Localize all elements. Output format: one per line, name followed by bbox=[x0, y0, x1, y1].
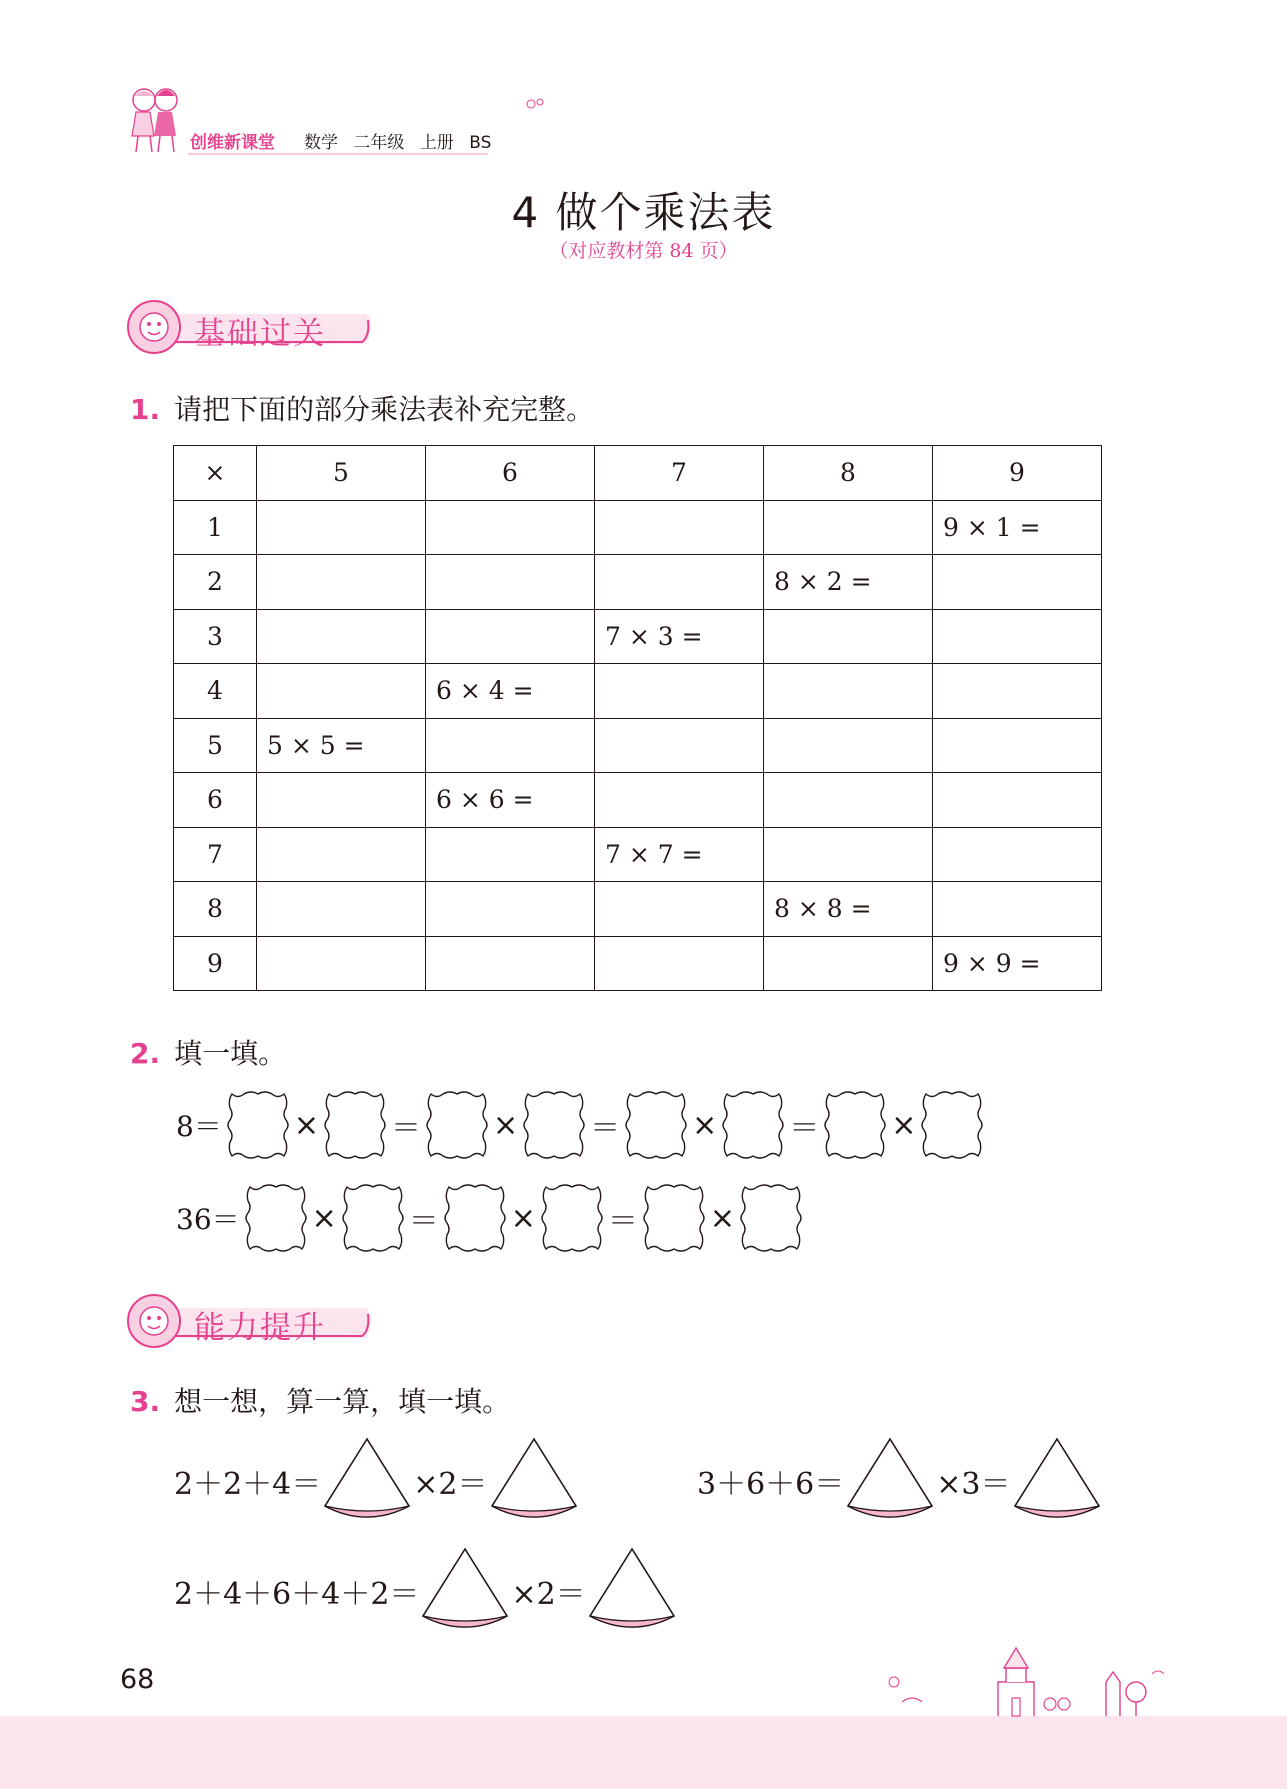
column-header: 7 bbox=[595, 446, 764, 501]
row-label: 6 bbox=[174, 773, 257, 828]
book-info bbox=[304, 128, 501, 153]
question-3 bbox=[130, 1380, 510, 1420]
equation-3 bbox=[174, 1546, 678, 1636]
table-cell[interactable] bbox=[764, 664, 933, 719]
table-row bbox=[174, 500, 1102, 555]
table-cell[interactable] bbox=[595, 773, 764, 828]
table-cell[interactable] bbox=[933, 664, 1102, 719]
row-label: 9 bbox=[174, 936, 257, 991]
brand-name: 创维新课堂 bbox=[190, 133, 275, 153]
table-cell[interactable] bbox=[595, 500, 764, 555]
table-cell[interactable] bbox=[764, 773, 933, 828]
answer-box[interactable] bbox=[640, 1183, 708, 1253]
table-cell[interactable] bbox=[933, 773, 1102, 828]
table-row bbox=[174, 936, 1102, 991]
table-cell[interactable] bbox=[426, 882, 595, 937]
table-row bbox=[174, 555, 1102, 610]
table-cell[interactable] bbox=[426, 936, 595, 991]
equals-sign: ＝ bbox=[789, 1111, 820, 1146]
times-sign: × bbox=[891, 1107, 917, 1143]
answer-box[interactable] bbox=[423, 1090, 491, 1160]
row-label: 8 bbox=[174, 882, 257, 937]
section-title-advanced: 能力提升 bbox=[194, 1310, 326, 1346]
table-cell[interactable] bbox=[426, 609, 595, 664]
volume: 上册 bbox=[419, 133, 454, 153]
table-cell[interactable] bbox=[933, 827, 1102, 882]
kids-mascot-icon bbox=[126, 84, 188, 156]
question-number: 3. bbox=[130, 1385, 161, 1418]
lesson-title: 4 做个乘法表 bbox=[511, 188, 776, 237]
answer-box[interactable] bbox=[918, 1090, 986, 1160]
table-cell[interactable] bbox=[933, 718, 1102, 773]
fan-answer-box[interactable] bbox=[844, 1436, 936, 1526]
lesson-subtitle: （对应教材第 84 页） bbox=[549, 240, 738, 262]
question-text: 想一想，算一算，填一填。 bbox=[174, 1385, 511, 1418]
flower-deco-icon bbox=[525, 96, 547, 112]
times-sign: × bbox=[709, 1200, 736, 1236]
row-label: 2 bbox=[174, 555, 257, 610]
fan-answer-box[interactable] bbox=[321, 1436, 413, 1526]
header-rule bbox=[188, 152, 488, 156]
table-cell[interactable]: 8 × 2 = bbox=[764, 555, 933, 610]
answer-box[interactable] bbox=[321, 1090, 389, 1160]
table-cell[interactable] bbox=[933, 555, 1102, 610]
eq-left: 3＋6＋6＝ bbox=[697, 1467, 845, 1502]
answer-box[interactable] bbox=[339, 1183, 407, 1253]
table-cell[interactable] bbox=[764, 827, 933, 882]
answer-box[interactable] bbox=[821, 1090, 889, 1160]
equals-sign: ＝ bbox=[590, 1111, 621, 1146]
eq-mid: ×2＝ bbox=[511, 1577, 586, 1612]
table-cell[interactable] bbox=[257, 827, 426, 882]
table-cell[interactable] bbox=[595, 664, 764, 719]
table-cell[interactable] bbox=[595, 936, 764, 991]
fill-row-36 bbox=[174, 1181, 805, 1255]
times-sign: × bbox=[510, 1200, 536, 1236]
table-cell[interactable]: 6 × 6 = bbox=[426, 773, 595, 828]
table-cell[interactable] bbox=[426, 500, 595, 555]
table-header-row bbox=[174, 446, 1102, 501]
column-header: 8 bbox=[764, 446, 933, 501]
fan-answer-box[interactable] bbox=[1011, 1436, 1103, 1526]
table-cell[interactable] bbox=[257, 555, 426, 610]
question-number: 1. bbox=[130, 393, 161, 426]
grade: 二年级 bbox=[353, 133, 405, 153]
fan-answer-box[interactable] bbox=[586, 1546, 678, 1636]
answer-box[interactable] bbox=[441, 1183, 509, 1253]
table-corner: × bbox=[174, 446, 257, 501]
table-row bbox=[174, 718, 1102, 773]
table-row bbox=[174, 773, 1102, 828]
answer-box[interactable] bbox=[622, 1090, 690, 1160]
table-cell[interactable]: 9 × 1 = bbox=[933, 500, 1102, 555]
row-label: 7 bbox=[174, 827, 257, 882]
times-sign: × bbox=[692, 1107, 718, 1143]
table-cell[interactable] bbox=[764, 718, 933, 773]
question-1 bbox=[130, 388, 594, 428]
section-title-basic: 基础过关 bbox=[194, 316, 326, 352]
column-header: 5 bbox=[257, 446, 426, 501]
table-row bbox=[174, 664, 1102, 719]
equals-sign: ＝ bbox=[607, 1204, 638, 1239]
table-cell[interactable]: 5 × 5 = bbox=[257, 718, 426, 773]
answer-box[interactable] bbox=[520, 1090, 588, 1160]
row-label: 4 bbox=[174, 664, 257, 719]
row-label: 3 bbox=[174, 609, 257, 664]
running-header bbox=[126, 84, 492, 156]
row-label: 1 bbox=[174, 500, 257, 555]
row-label: 5 bbox=[174, 718, 257, 773]
equals-sign: ＝ bbox=[408, 1204, 439, 1239]
column-header: 9 bbox=[933, 446, 1102, 501]
table-cell[interactable]: 7 × 7 = bbox=[595, 827, 764, 882]
table-cell[interactable] bbox=[933, 609, 1102, 664]
table-cell[interactable] bbox=[426, 718, 595, 773]
table-cell[interactable]: 6 × 4 = bbox=[426, 664, 595, 719]
equals-sign: ＝ bbox=[390, 1111, 421, 1146]
table-cell[interactable] bbox=[257, 664, 426, 719]
table-cell[interactable] bbox=[257, 500, 426, 555]
equation-2 bbox=[697, 1436, 1103, 1526]
fill-row-8 bbox=[174, 1088, 986, 1162]
table-cell[interactable] bbox=[426, 555, 595, 610]
eq-start: 8＝ bbox=[176, 1110, 222, 1143]
eq-mid: ×2＝ bbox=[413, 1467, 488, 1502]
table-cell[interactable] bbox=[257, 773, 426, 828]
question-text: 请把下面的部分乘法表补充完整。 bbox=[174, 393, 595, 426]
eq-start: 36＝ bbox=[176, 1203, 240, 1236]
page-number: 68 bbox=[120, 1664, 155, 1695]
section-banner-basic bbox=[126, 298, 376, 356]
answer-box[interactable] bbox=[719, 1090, 787, 1160]
answer-box[interactable] bbox=[242, 1183, 310, 1253]
fan-answer-box[interactable] bbox=[488, 1436, 580, 1526]
answer-box[interactable] bbox=[737, 1183, 805, 1253]
column-header: 6 bbox=[426, 446, 595, 501]
table-cell[interactable] bbox=[764, 936, 933, 991]
table-row bbox=[174, 609, 1102, 664]
table-cell[interactable] bbox=[257, 882, 426, 937]
table-cell[interactable] bbox=[933, 882, 1102, 937]
footer-band bbox=[0, 1716, 1287, 1789]
table-cell[interactable] bbox=[595, 555, 764, 610]
table-cell[interactable]: 8 × 8 = bbox=[764, 882, 933, 937]
section-banner-advanced bbox=[126, 1292, 376, 1350]
edition: BS bbox=[469, 133, 492, 153]
table-cell[interactable] bbox=[595, 718, 764, 773]
table-cell[interactable] bbox=[257, 936, 426, 991]
answer-box[interactable] bbox=[224, 1090, 292, 1160]
castle-deco-icon bbox=[880, 1642, 1180, 1718]
fan-answer-box[interactable] bbox=[419, 1546, 511, 1636]
eq-mid: ×3＝ bbox=[936, 1467, 1011, 1502]
table-cell[interactable] bbox=[764, 500, 933, 555]
eq-left: 2＋4＋6＋4＋2＝ bbox=[174, 1577, 420, 1612]
equation-1 bbox=[174, 1436, 580, 1526]
subject: 数学 bbox=[304, 133, 338, 153]
table-cell[interactable] bbox=[764, 609, 933, 664]
table-cell[interactable]: 7 × 3 = bbox=[595, 609, 764, 664]
question-text: 填一填。 bbox=[174, 1037, 287, 1070]
eq-left: 2＋2＋4＝ bbox=[174, 1467, 322, 1502]
times-sign: × bbox=[492, 1107, 519, 1143]
times-sign: × bbox=[311, 1200, 337, 1236]
times-sign: × bbox=[293, 1107, 319, 1143]
question-number: 2. bbox=[130, 1037, 161, 1070]
table-row bbox=[174, 827, 1102, 882]
table-cell[interactable] bbox=[595, 882, 764, 937]
table-cell[interactable] bbox=[257, 609, 426, 664]
question-2 bbox=[130, 1032, 286, 1072]
table-cell[interactable]: 9 × 9 = bbox=[933, 936, 1102, 991]
answer-box[interactable] bbox=[538, 1183, 606, 1253]
table-row bbox=[174, 882, 1102, 937]
table-cell[interactable] bbox=[426, 827, 595, 882]
multiplication-table bbox=[173, 445, 1102, 991]
